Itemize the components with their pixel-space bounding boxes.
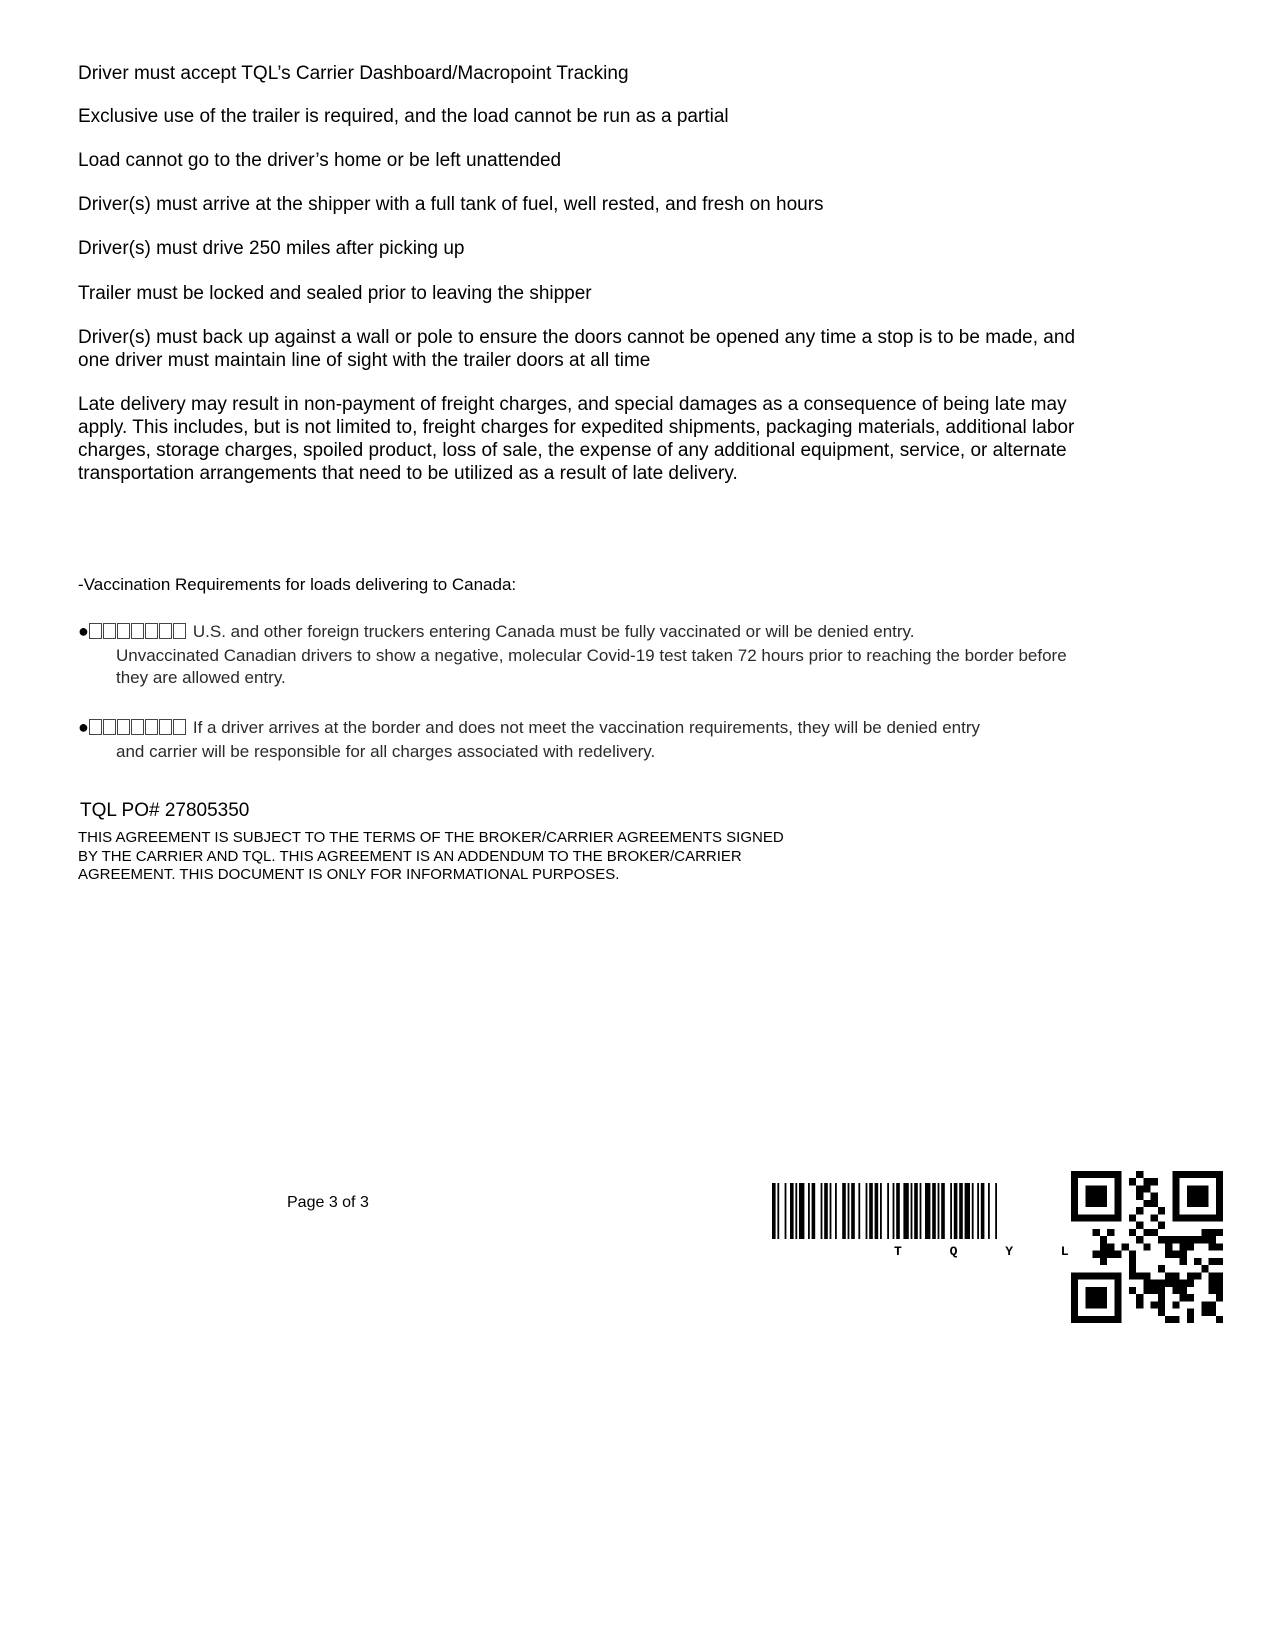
page-number: Page 3 of 3 [287,1194,369,1211]
barcode-bar [893,1183,895,1239]
qr-module [1143,1178,1150,1185]
barcode-bar [790,1183,794,1239]
qr-module [1201,1265,1208,1272]
qr-module [1187,1309,1194,1316]
bullet-text: If a driver arrives at the border and does not meet the vaccination requirements, they will be denied entry [192,718,981,737]
barcode-bar [848,1183,850,1239]
qr-module [1165,1280,1172,1287]
qr-module [1158,1236,1165,1243]
qr-module [1129,1272,1136,1279]
qr-module [1172,1287,1179,1294]
qr-module [1158,1301,1165,1308]
qr-module [1136,1301,1143,1308]
qr-module [1158,1265,1165,1272]
qr-module [1187,1280,1194,1287]
requirement-drive-250: Driver(s) must drive 250 miles after picking up [78,238,465,259]
barcode-bar [835,1183,837,1239]
bullet-first-line [78,620,1078,645]
barcode-bar [785,1183,787,1239]
qr-module [1165,1243,1172,1250]
qr-module [1143,1243,1150,1250]
qr-code-icon [1071,1171,1223,1323]
qr-module [1151,1178,1158,1185]
qr-module [1151,1301,1158,1308]
qr-module [1100,1236,1107,1243]
barcode-bar [887,1183,889,1239]
barcode-bar [941,1183,945,1239]
qr-module [1209,1258,1216,1265]
barcode-bar [851,1183,855,1239]
barcode-bar [824,1183,828,1239]
barcode-bar [988,1183,990,1239]
qr-module [1216,1243,1223,1250]
qr-module [1180,1294,1187,1301]
barcode-bar [842,1183,846,1239]
qr-module [1107,1251,1114,1258]
barcode-bar [799,1183,804,1239]
qr-module [1136,1272,1143,1279]
qr-module [1158,1294,1165,1301]
barcode-bar [959,1183,963,1239]
qr-module [1129,1258,1136,1265]
qr-module [1194,1258,1201,1265]
qr-module [1165,1316,1172,1323]
barcode-bar [911,1183,913,1239]
qr-module [1136,1171,1143,1178]
qr-module [1093,1251,1100,1258]
qr-module [1158,1280,1165,1287]
qr-module [1158,1207,1165,1214]
qr-module [1107,1229,1114,1236]
qr-module [1151,1214,1158,1221]
qr-module [1158,1309,1165,1316]
requirement-full-tank: Driver(s) must arrive at the shipper with a full tank of fuel, well rested, and fresh on hours [78,194,824,215]
qr-module [1158,1222,1165,1229]
qr-module [1172,1301,1179,1308]
barcode-bar [972,1183,974,1239]
qr-module [1209,1229,1216,1236]
qr-module [1187,1272,1194,1279]
qr-module [1151,1229,1158,1236]
qr-module [1136,1294,1143,1301]
qr-module [1201,1236,1208,1243]
barcode-bar [925,1183,930,1239]
qr-module [1172,1272,1179,1279]
qr-module [1136,1222,1143,1229]
bullet-text: U.S. and other foreign truckers entering Canada must be fully vaccinated or will be denied entry. [192,622,915,641]
barcode-bar [869,1183,873,1239]
vaccination-bullet-2 [78,716,1078,763]
bullet-icon: ● [78,621,89,641]
po-number: TQL PO# 27805350 [80,800,250,821]
qr-module [1122,1243,1129,1250]
qr-module [1209,1272,1216,1279]
qr-module [1172,1251,1179,1258]
qr-module [1085,1185,1107,1207]
qr-module [1143,1272,1150,1279]
qr-module [1136,1193,1143,1200]
barcode-icon [772,1183,1089,1259]
barcode-bar [866,1183,868,1239]
qr-module [1216,1280,1223,1287]
barcode-bar [875,1183,879,1239]
barcode-bar [995,1183,997,1239]
barcode-bar [965,1183,970,1239]
bullet-continuation: and carrier will be responsible for all charges associated with redelivery. [116,742,656,761]
qr-module [1180,1243,1187,1250]
qr-module [1136,1207,1143,1214]
qr-module [1158,1287,1165,1294]
qr-module [1100,1251,1107,1258]
qr-module [1201,1309,1208,1316]
barcode-bar [950,1183,952,1239]
bullet-first-line [78,716,1078,741]
qr-module [1180,1287,1187,1294]
requirement-late-delivery: Late delivery may result in non-payment of freight charges, and special damages as a consequence of being late may apply. This includes, but is not limited to, freight charges for expedited shipments, packaging materials, additional labor charges, storage charges, spoiled product, loss of sale, the expense of any additional equipment, service, or alternate transportation arrangements that need to be utilized as a result of late delivery. [78,394,1075,484]
missing-glyph-boxes [89,623,187,645]
qr-module [1165,1236,1172,1243]
qr-module [1143,1185,1150,1192]
barcode-bar [777,1183,779,1239]
requirement-locked-sealed: Trailer must be locked and sealed prior to leaving the shipper [78,283,592,304]
qr-module [1100,1258,1107,1265]
qr-module [1172,1236,1179,1243]
barcode-bar [896,1183,900,1239]
qr-module [1216,1272,1223,1279]
qr-module [1209,1280,1216,1287]
barcode-bar [821,1183,823,1239]
barcode-bar [932,1183,936,1239]
barcode-bar [812,1183,816,1239]
qr-module [1143,1229,1150,1236]
qr-module [1216,1287,1223,1294]
qr-module [1165,1251,1172,1258]
qr-module [1216,1229,1223,1236]
qr-module [1180,1236,1187,1243]
qr-module [1180,1258,1187,1265]
qr-module [1209,1243,1216,1250]
barcode-bar [938,1183,940,1239]
qr-module [1129,1287,1136,1294]
barcode-bar [880,1183,882,1239]
barcode-bar [772,1183,776,1239]
qr-module [1100,1243,1107,1250]
qr-module [1143,1280,1150,1287]
barcode-bar [858,1183,860,1239]
barcode-bar [981,1183,985,1239]
qr-module [1129,1265,1136,1272]
requirement-exclusive-trailer: Exclusive use of the trailer is required, and the load cannot be run as a partial [78,106,729,127]
qr-module [1129,1214,1136,1221]
qr-module [1129,1251,1136,1258]
qr-module [1180,1251,1187,1258]
qr-module [1165,1272,1172,1279]
qr-module [1201,1301,1208,1308]
qr-module [1143,1200,1150,1207]
vaccination-heading: -Vaccination Requirements for loads delivering to Canada: [78,575,517,594]
qr-module [1209,1236,1216,1243]
qr-module [1136,1185,1143,1192]
qr-module [1136,1236,1143,1243]
requirement-tracking: Driver must accept TQL’s Carrier Dashboard/Macropoint Tracking [78,63,629,84]
qr-module [1114,1251,1121,1258]
qr-module [1194,1272,1201,1279]
agreement-notice: THIS AGREEMENT IS SUBJECT TO THE TERMS OF THE BROKER/CARRIER AGREEMENTS SIGNED BY THE CARRIER AND TQL. THIS AGREEMENT IS AN ADDENDUM TO THE BROKER/CARRIER AGREEMENT. THIS DOCUMENT IS ONLY FOR INFORMATIONAL PURPOSES. [78,829,784,883]
qr-module [1187,1185,1209,1207]
qr-module [1085,1287,1107,1309]
barcode-text: T Q Y L [894,1244,1089,1259]
qr-module [1143,1287,1150,1294]
qr-module [1209,1287,1216,1294]
bullet-continuation: Unvaccinated Canadian drivers to show a negative, molecular Covid-19 test taken 72 hours prior to reaching the border before they are allowed entry. [116,646,1067,687]
requirement-back-up: Driver(s) must back up against a wall or pole to ensure the doors cannot be opened any time a stop is to be made, and one driver must maintain line of sight with the trailer doors at all time [78,327,1076,371]
qr-module [1201,1229,1208,1236]
qr-module [1180,1280,1187,1287]
qr-module [1216,1316,1223,1323]
qr-module [1093,1229,1100,1236]
qr-module [1151,1200,1158,1207]
barcode-bar [920,1183,922,1239]
qr-module [1151,1280,1158,1287]
qr-module [1107,1243,1114,1250]
qr-module [1187,1316,1194,1323]
qr-module [1151,1287,1158,1294]
qr-module [1187,1294,1194,1301]
qr-module [1216,1258,1223,1265]
missing-glyph-boxes [89,719,187,741]
qr-module [1172,1316,1179,1323]
bullet-icon: ● [78,717,89,737]
qr-module [1194,1236,1201,1243]
vaccination-bullet-1 [78,620,1078,689]
barcode-bar [795,1183,797,1239]
qr-module [1209,1309,1216,1316]
barcode-bar [914,1183,918,1239]
qr-module [1129,1229,1136,1236]
barcode-bar [903,1183,908,1239]
qr-module [1187,1236,1194,1243]
qr-module [1172,1280,1179,1287]
qr-module [1151,1193,1158,1200]
requirement-no-home: Load cannot go to the driver’s home or be left unattended [78,150,562,171]
barcode-bar [954,1183,958,1239]
barcode-bar [830,1183,832,1239]
barcode-bar [977,1183,979,1239]
barcode-bar [808,1183,810,1239]
qr-module [1216,1294,1223,1301]
qr-module [1129,1178,1136,1185]
qr-module [1187,1243,1194,1250]
qr-module [1209,1301,1216,1308]
